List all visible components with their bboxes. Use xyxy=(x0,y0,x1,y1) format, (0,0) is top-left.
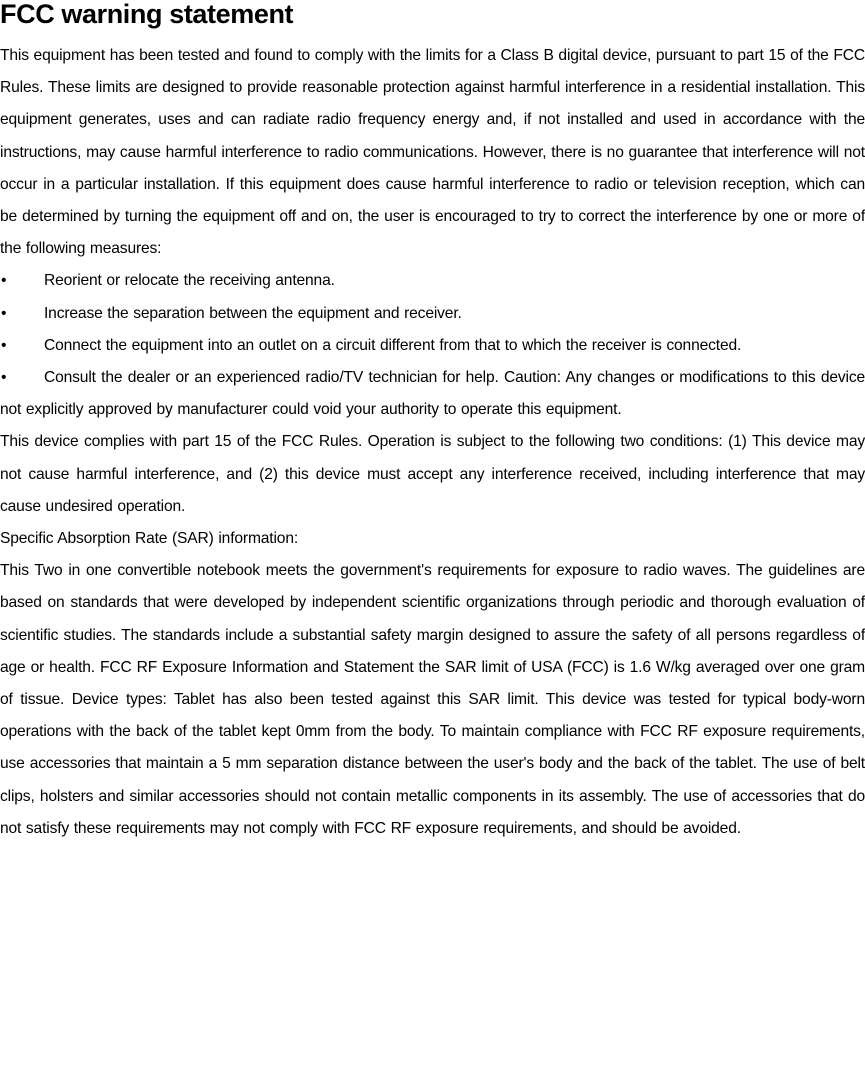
document-body xyxy=(0,40,865,845)
measure-item-1 xyxy=(0,265,865,297)
measure-text: Consult the dealer or an experienced radio/TV technician for help. Caution: Any changes or modiﬁcations to this device not explicitly approved by manufacturer could void your authority to operate this equipment. xyxy=(0,369,865,419)
bullet-icon: • xyxy=(1,304,7,322)
measure-text: Reorient or relocate the receiving antenna. xyxy=(44,272,335,290)
page-title: FCC warning statement xyxy=(0,0,294,29)
measure-item-2 xyxy=(0,298,865,330)
compliance-paragraph: This device complies with part 15 of the FCC Rules. Operation is subject to the following two conditions: (1) This device may not cause harmful interference, and (2) this device must accept any interference received, including interference that may cause undesired operation. xyxy=(0,433,865,515)
measure-text: Connect the equipment into an outlet on a circuit different from that to which the receiver is connected. xyxy=(44,336,742,354)
measure-item-4 xyxy=(0,362,865,426)
bullet-icon: • xyxy=(1,336,7,354)
bullet-icon: • xyxy=(1,369,7,387)
intro-paragraph: This equipment has been tested and found to comply with the limits for a Class B digital device, pursuant to part 15 of the FCC Rules. These limits are designed to provide reasonable protection against harmful interference in a residential installation. This equipment generates, uses and can radiate radio frequency energy and, if not installed and used in accordance with the instructions, may cause harmful interference to radio communications. However, there is no guarantee that interference will not occur in a particular installation. If this equipment does cause harmful interference to radio or television reception, which can be determined by turning the equipment off and on, the user is encouraged to try to correct the interference by one or more of the following measures: xyxy=(0,47,865,258)
bullet-icon: • xyxy=(1,272,7,290)
measure-item-3 xyxy=(0,330,865,362)
sar-paragraph: This Two in one convertible notebook meets the government's requirements for exposure to radio waves. The guidelines are based on standards that were developed by independent scientific organizations through periodic and thorough evaluation of scientific studies. The standards include a substantial safety margin designed to assure the safety of all persons regardless of age or health. FCC RF Exposure Information and Statement the SAR limit of USA (FCC) is 1.6 W/kg averaged over one gram of tissue. Device types: Tablet has also been tested against this SAR limit. This device was tested for typical body-worn operations with the back of the tablet kept 0mm from the body. To maintain compliance with FCC RF exposure requirements, use accessories that maintain a 5 mm separation distance between the user's body and the back of the tablet. The use of belt clips, holsters and similar accessories should not contain metallic components in its assembly. The use of accessories that do not satisfy these requirements may not comply with FCC RF exposure requirements, and should be avoided. xyxy=(0,562,865,837)
sar-heading: Specific Absorption Rate (SAR) information: xyxy=(0,530,299,548)
measure-text: Increase the separation between the equipment and receiver. xyxy=(44,304,462,322)
